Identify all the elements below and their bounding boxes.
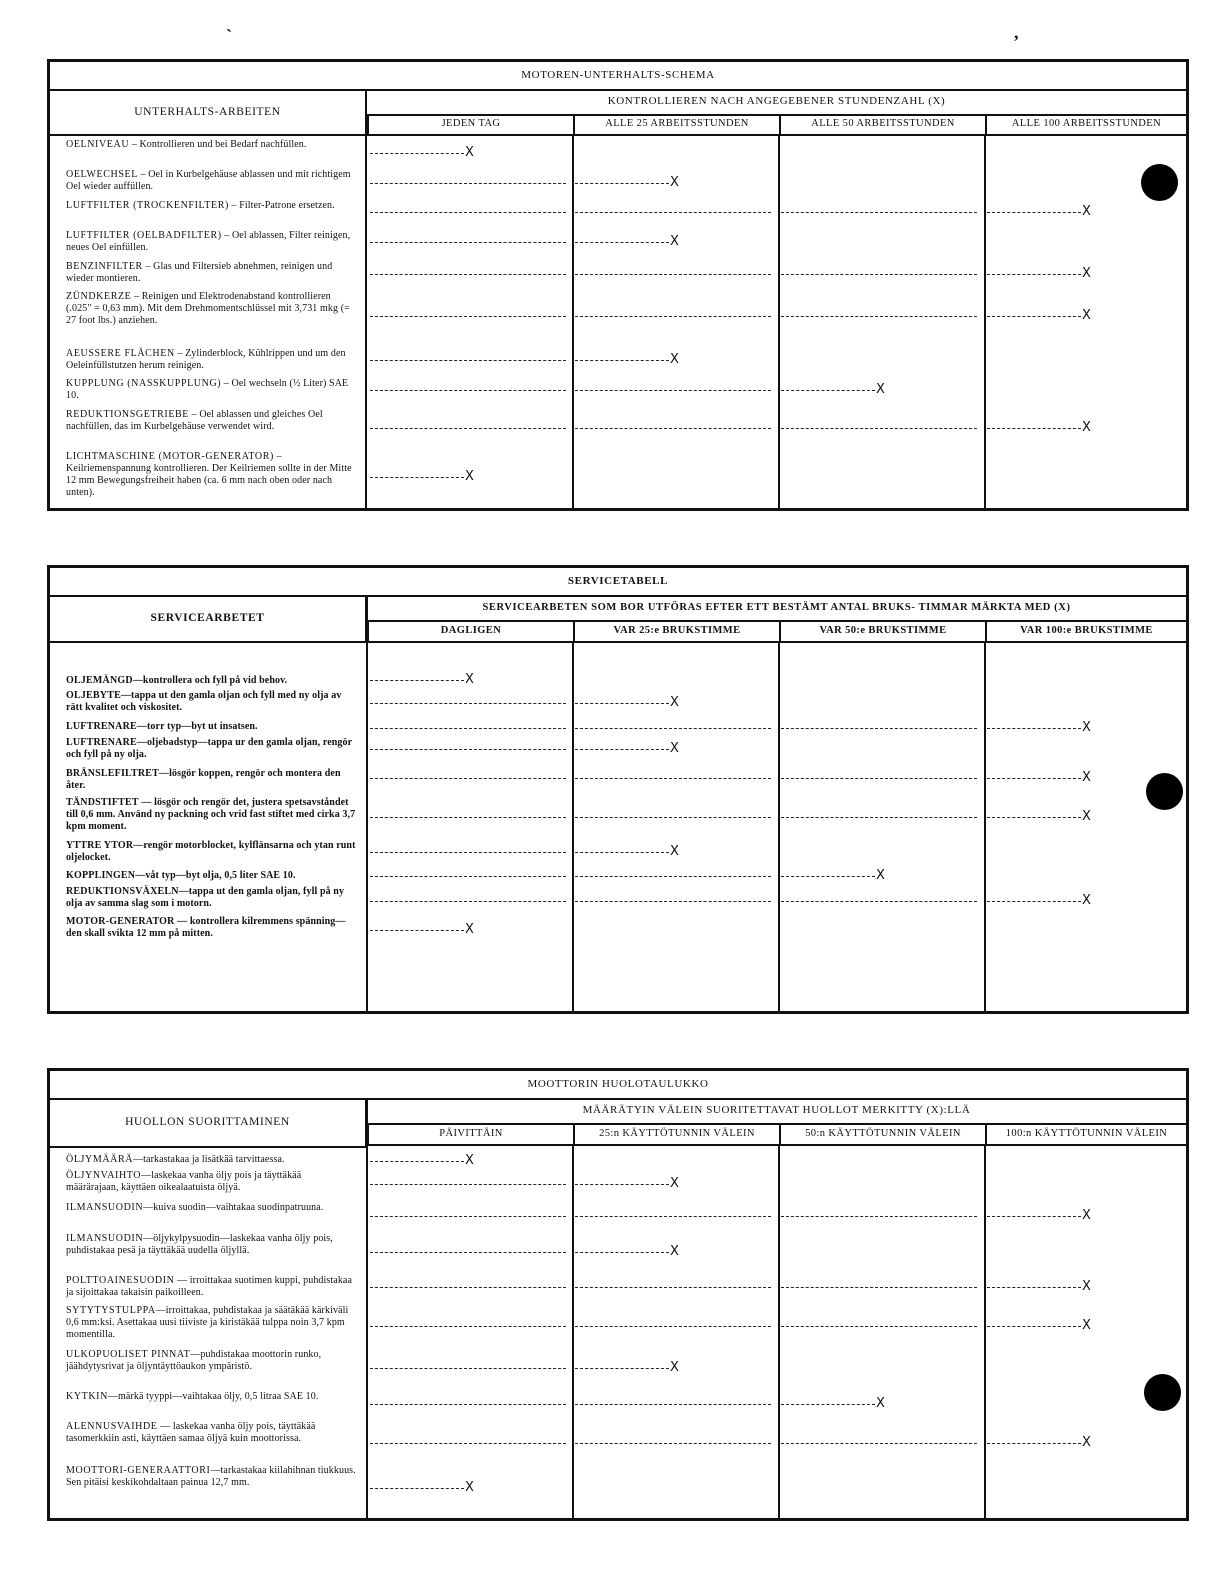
interval-dash-line [575,728,771,729]
interval-super-header: MÄÄRÄTYIN VÄLEIN SUORITETTAVAT HUOLLOT MERKITTY (X):LLÄ [367,1098,1186,1125]
interval-dash-line [575,274,771,275]
interval-dash-line [781,1216,977,1217]
table-title: MOOTTORIN HUOLOTAULUKKO [50,1071,1186,1100]
interval-dash-line [370,901,566,902]
interval-dash-line [781,817,977,818]
interval-x-mark: X [1082,1435,1091,1450]
interval-x-mark: X [670,1360,679,1375]
task-description [66,721,356,733]
interval-x-mark: X [1082,1318,1091,1333]
column-divider [366,1098,368,1518]
interval-x-mark: X [670,1176,679,1191]
task-text: —laskekaa vanha öljy pois ja täyttäkää määrärajaan, käyttäen oikealaatuista öljyä. [66,1170,302,1193]
interval-x-mark: X [1082,893,1091,908]
task-text: —irroittakaa, puhdistakaa ja säätäkää kärkiväli 0,6 mm:ksi. Asettakaa uusi tiiviste ja kiristäkää tulppa noin 3,7 kpm momentilla. [66,1305,349,1340]
column-header-100h: 100:n KÄYTTÖTUNNIN VÄLEIN [985,1124,1186,1146]
interval-dash-line [575,212,771,213]
task-title: LUFTRENARE [66,721,137,732]
interval-dash-line [575,778,771,779]
column-divider [572,643,574,1011]
task-text: —kuiva suodin—vaihtakaa suodinpatruuna. [143,1202,324,1213]
task-text: – Oel wechseln (½ Liter) SAE 10. [66,378,349,401]
task-text: —tarkastakaa ja lisätkää tarvittaessa. [133,1154,285,1165]
task-description [66,261,356,285]
interval-x-mark: X [670,1244,679,1259]
interval-x-mark: X [670,175,679,190]
task-description [66,1275,356,1299]
column-header-25h: VAR 25:e BRUKSTIMME [573,621,779,643]
interval-dash-line [575,876,771,877]
column-divider [778,643,780,1011]
task-title: ZÜNDKERZE [66,291,132,302]
task-description [66,1465,356,1489]
task-description [66,1233,356,1257]
interval-x-mark: X [1082,1279,1091,1294]
interval-dash-line [575,183,669,184]
interval-dash-line [370,876,566,877]
interval-x-mark: X [1082,266,1091,281]
task-description [66,1170,356,1194]
tasks-column-header: SERVICEARBETET [50,595,367,643]
task-description [66,1349,356,1373]
column-divider [572,136,574,508]
task-description [66,230,356,254]
interval-dash-line [575,316,771,317]
maintenance-table-german [47,59,1189,511]
task-title: LUFTRENARE [66,737,137,748]
interval-dash-line [575,360,669,361]
scan-speck: , [1014,22,1019,42]
task-text: – Keilriemenspannung kontrollieren. Der Keilriemen sollte in der Mitte 12 mm Bewegungsfreiheit haben (ca. 6 mm nach oben oder nach unten). [66,451,352,498]
maintenance-table-finnish [47,1068,1189,1521]
task-title: BRÄNSLEFILTRET [66,768,160,779]
column-divider [365,89,367,508]
column-header-100h: VAR 100:e BRUKSTIMME [985,621,1186,643]
column-divider [984,643,986,1011]
column-divider [366,595,368,1011]
interval-dash-line [781,428,977,429]
interval-dash-line [987,316,1081,317]
interval-dash-line [781,390,875,391]
interval-x-mark: X [1082,809,1091,824]
column-header-100h: ALLE 100 ARBEITSSTUNDEN [985,114,1186,136]
interval-dash-line [370,360,566,361]
task-description [66,378,356,402]
interval-dash-line [987,1443,1081,1444]
interval-dash-line [370,316,566,317]
task-description [66,1305,356,1341]
column-header-25h: ALLE 25 ARBEITSSTUNDEN [573,114,779,136]
task-title: KYTKIN [66,1391,108,1402]
task-text: —våt typ—byt olja, 0,5 liter SAE 10. [135,870,296,881]
interval-dash-line [370,153,464,154]
interval-dash-line [370,477,464,478]
interval-dash-line [370,390,566,391]
interval-dash-line [370,852,566,853]
interval-x-mark: X [1082,720,1091,735]
interval-dash-line [781,778,977,779]
task-title: REDUKTIONSGETRIEBE [66,409,190,420]
interval-dash-line [370,749,566,750]
interval-dash-line [575,1404,771,1405]
interval-dash-line [781,1404,875,1405]
interval-x-mark: X [876,868,885,883]
task-title: ALENNUSVAIHDE [66,1421,158,1432]
task-title: POLTTOAINESUODIN [66,1275,175,1286]
task-description [66,348,356,372]
task-title: KOPPLINGEN [66,870,136,881]
task-title: OELWECHSEL [66,169,138,180]
interval-dash-line [575,1443,771,1444]
table-title: MOTOREN-UNTERHALTS-SCHEMA [50,62,1186,91]
interval-dash-line [370,1252,566,1253]
task-text: – Oel in Kurbelgehäuse ablassen und mit richtigem Oel wieder auffüllen. [66,169,351,192]
interval-x-mark: X [876,1396,885,1411]
interval-dash-line [370,1404,566,1405]
column-header-daily: JEDEN TAG [367,114,573,136]
interval-dash-line [575,852,669,853]
interval-x-mark: X [670,234,679,249]
task-title: LICHTMASCHINE (MOTOR-GENERATOR) [66,451,274,462]
interval-dash-line [781,901,977,902]
column-header-daily: DAGLIGEN [367,621,573,643]
interval-dash-line [370,778,566,779]
interval-dash-line [781,316,977,317]
interval-dash-line [370,1216,566,1217]
task-description [66,870,356,882]
task-text: —öljykylpysuodin—laskekaa vanha öljy pois, puhdistakaa pesä ja täyttäkää uudella öljyllä. [66,1233,333,1256]
task-title: ULKOPUOLISET PINNAT [66,1349,191,1360]
interval-dash-line [987,1287,1081,1288]
task-title: ILMANSUODIN [66,1202,144,1213]
column-header-50h: VAR 50:e BRUKSTIMME [779,621,985,643]
tasks-column-header: HUOLLON SUORITTAMINEN [50,1098,367,1148]
column-header-25h: 25:n KÄYTTÖTUNNIN VÄLEIN [573,1124,779,1146]
interval-dash-line [370,817,566,818]
task-description [66,675,356,687]
interval-dash-line [370,183,566,184]
tasks-column-header: UNTERHALTS-ARBEITEN [50,89,367,136]
interval-dash-line [575,901,771,902]
task-text: – Kontrollieren und bei Bedarf nachfüllen. [129,139,307,150]
interval-x-mark: X [465,922,474,937]
column-divider [778,136,780,508]
interval-dash-line [781,274,977,275]
task-description [66,768,356,792]
interval-dash-line [987,1216,1081,1217]
interval-dash-line [575,242,669,243]
interval-x-mark: X [670,844,679,859]
interval-super-header: SERVICEARBETEN SOM BOR UTFÖRAS EFTER ETT BESTÄMT ANTAL BRUKS- TIMMAR MÄRKTA MED (X) [367,595,1186,622]
interval-dash-line [987,817,1081,818]
interval-dash-line [575,1368,669,1369]
task-text: —märkä tyyppi—vaihtakaa öljy, 0,5 litraa SAE 10. [107,1391,319,1402]
task-description [66,840,356,864]
column-divider [984,1146,986,1518]
task-text: —kontrollera och fyll på vid behov. [132,675,288,686]
interval-x-mark: X [1082,1208,1091,1223]
interval-dash-line [575,1287,771,1288]
interval-dash-line [370,242,566,243]
task-text: – Oel ablassen, Filter reinigen, neues Oel einfüllen. [66,230,351,253]
interval-dash-line [370,728,566,729]
interval-dash-line [987,778,1081,779]
interval-x-mark: X [876,382,885,397]
maintenance-table-swedish [47,565,1189,1014]
task-title: OLJEBYTE [66,690,121,701]
interval-dash-line [781,728,977,729]
task-text: — kontrollera kilremmens spänning—den skall svikta 12 mm på mitten. [66,916,346,939]
task-title: TÄNDSTIFTET [66,797,139,808]
interval-x-mark: X [465,1153,474,1168]
interval-x-mark: X [465,1480,474,1495]
scan-speck: ` [226,26,232,46]
interval-x-mark: X [465,145,474,160]
task-description [66,1391,356,1403]
interval-dash-line [781,1443,977,1444]
interval-x-mark: X [670,695,679,710]
task-title: REDUKTIONSVÄXELN [66,886,179,897]
interval-x-mark: X [1082,308,1091,323]
interval-dash-line [987,1326,1081,1327]
column-divider [778,1146,780,1518]
task-title: ÖLJYMÄÄRÄ [66,1154,134,1165]
interval-dash-line [575,1184,669,1185]
task-description [66,886,356,910]
interval-dash-line [370,1368,566,1369]
task-description [66,1421,356,1445]
interval-dash-line [987,728,1081,729]
interval-dash-line [370,1443,566,1444]
task-title: BENZINFILTER [66,261,143,272]
task-text: —tappa ut den gamla oljan, fyll på ny olja av samma slag som i motorn. [66,886,345,909]
interval-dash-line [370,1184,566,1185]
task-text: —tappa ut den gamla oljan och fyll med ny olja av rätt kvalitet och viskositet. [66,690,342,713]
task-description [66,1154,356,1166]
task-description [66,139,356,151]
task-text: – Reinigen und Elektrodenabstand kontrollieren (.025" = 0,63 mm). Mit dem Drehmomentschlüssel mit 3,731 mkg (= 27 foot lbs.) anziehen. [66,291,350,326]
task-text: — irroittakaa suotimen kuppi, puhdistakaa ja sijoittakaa takaisin paikoilleen. [66,1275,352,1298]
interval-dash-line [370,930,464,931]
interval-dash-line [370,1287,566,1288]
task-description [66,1202,356,1214]
task-title: MOOTTORI-GENERAATTORI [66,1465,211,1476]
interval-dash-line [781,1326,977,1327]
interval-dash-line [370,212,566,213]
task-title: ILMANSUODIN [66,1233,144,1244]
column-header-daily: PÄIVITTÄIN [367,1124,573,1146]
task-text: – Filter-Patrone ersetzen. [228,200,335,211]
interval-dash-line [370,428,566,429]
interval-super-header: KONTROLLIEREN NACH ANGEGEBENER STUNDENZAHL (X) [367,89,1186,116]
interval-dash-line [575,390,771,391]
task-title: KUPPLUNG (NASSKUPPLUNG) [66,378,222,389]
task-title: LUFTFILTER (OELBADFILTER) [66,230,222,241]
task-text: — laskekaa vanha öljy pois, täyttäkää tasomerkkiin asti, käyttäen samaa öljyä kuin moottorissa. [66,1421,316,1444]
column-header-50h: 50:n KÄYTTÖTUNNIN VÄLEIN [779,1124,985,1146]
task-text: — lösgör och rengör det, justera spetsavståndet till 0,6 mm. Använd ny packning och vrid fast stiftet med cirka 3,7 kpm moment. [66,797,356,832]
task-description [66,690,356,714]
task-title: YTTRE YTOR [66,840,134,851]
task-description [66,916,356,940]
task-description [66,797,356,833]
interval-dash-line [987,274,1081,275]
interval-dash-line [575,428,771,429]
interval-x-mark: X [1082,770,1091,785]
interval-x-mark: X [465,469,474,484]
task-description [66,291,356,327]
task-text: —torr typ—byt ut insatsen. [136,721,258,732]
interval-dash-line [370,1161,464,1162]
interval-x-mark: X [670,352,679,367]
task-title: ÖLJYNVAIHTO [66,1170,142,1181]
task-description [66,451,356,499]
interval-x-mark: X [1082,420,1091,435]
task-title: LUFTFILTER (TROCKENFILTER) [66,200,229,211]
column-divider [984,136,986,508]
task-text: – Oel ablassen und gleiches Oel nachfüllen, das im Kurbelgehäuse verwendet wird. [66,409,323,432]
task-text: —rengör motorblocket, kylflänsarna och ytan runt oljelocket. [66,840,356,863]
interval-x-mark: X [670,741,679,756]
interval-dash-line [575,817,771,818]
task-text: —tarkastakaa kiilahihnan tiukkuus. Sen pitäisi keskikohdaltaan painua 12,7 mm. [66,1465,356,1488]
interval-dash-line [781,212,977,213]
interval-x-mark: X [465,672,474,687]
task-description [66,409,356,433]
column-divider [572,1146,574,1518]
interval-dash-line [987,901,1081,902]
interval-dash-line [575,1216,771,1217]
interval-dash-line [987,212,1081,213]
interval-dash-line [987,428,1081,429]
interval-x-mark: X [1082,204,1091,219]
task-text: —oljebadstyp—tappa ur den gamla oljan, rengör och fyll på ny olja. [66,737,352,760]
interval-dash-line [575,1326,771,1327]
interval-dash-line [781,1287,977,1288]
task-text: – Zylinderblock, Kühlrippen und um den Oeleinfüllstutzen herum reinigen. [66,348,346,371]
task-text: —lösgör koppen, rengör och montera den åter. [66,768,341,791]
task-description [66,200,356,212]
interval-dash-line [370,1326,566,1327]
task-text: – Glas und Filtersieb abnehmen, reinigen und wieder montieren. [66,261,333,284]
task-description [66,737,356,761]
interval-dash-line [370,703,566,704]
interval-dash-line [370,680,464,681]
interval-dash-line [370,274,566,275]
interval-dash-line [575,749,669,750]
interval-dash-line [370,1488,464,1489]
table-title: SERVICETABELL [50,568,1186,597]
task-title: SYTYTYSTULPPA [66,1305,156,1316]
task-text: —puhdistakaa moottorin runko, jäähdytysrivat ja öljyntäyttöaukon ympäristö. [66,1349,322,1372]
task-title: OELNIVEAU [66,139,130,150]
task-title: OLJEMÄNGD [66,675,133,686]
task-description [66,169,356,193]
interval-dash-line [575,703,669,704]
task-title: AEUSSERE FLÄCHEN [66,348,175,359]
interval-dash-line [781,876,875,877]
interval-dash-line [575,1252,669,1253]
task-title: MOTOR-GENERATOR [66,916,175,927]
column-header-50h: ALLE 50 ARBEITSSTUNDEN [779,114,985,136]
